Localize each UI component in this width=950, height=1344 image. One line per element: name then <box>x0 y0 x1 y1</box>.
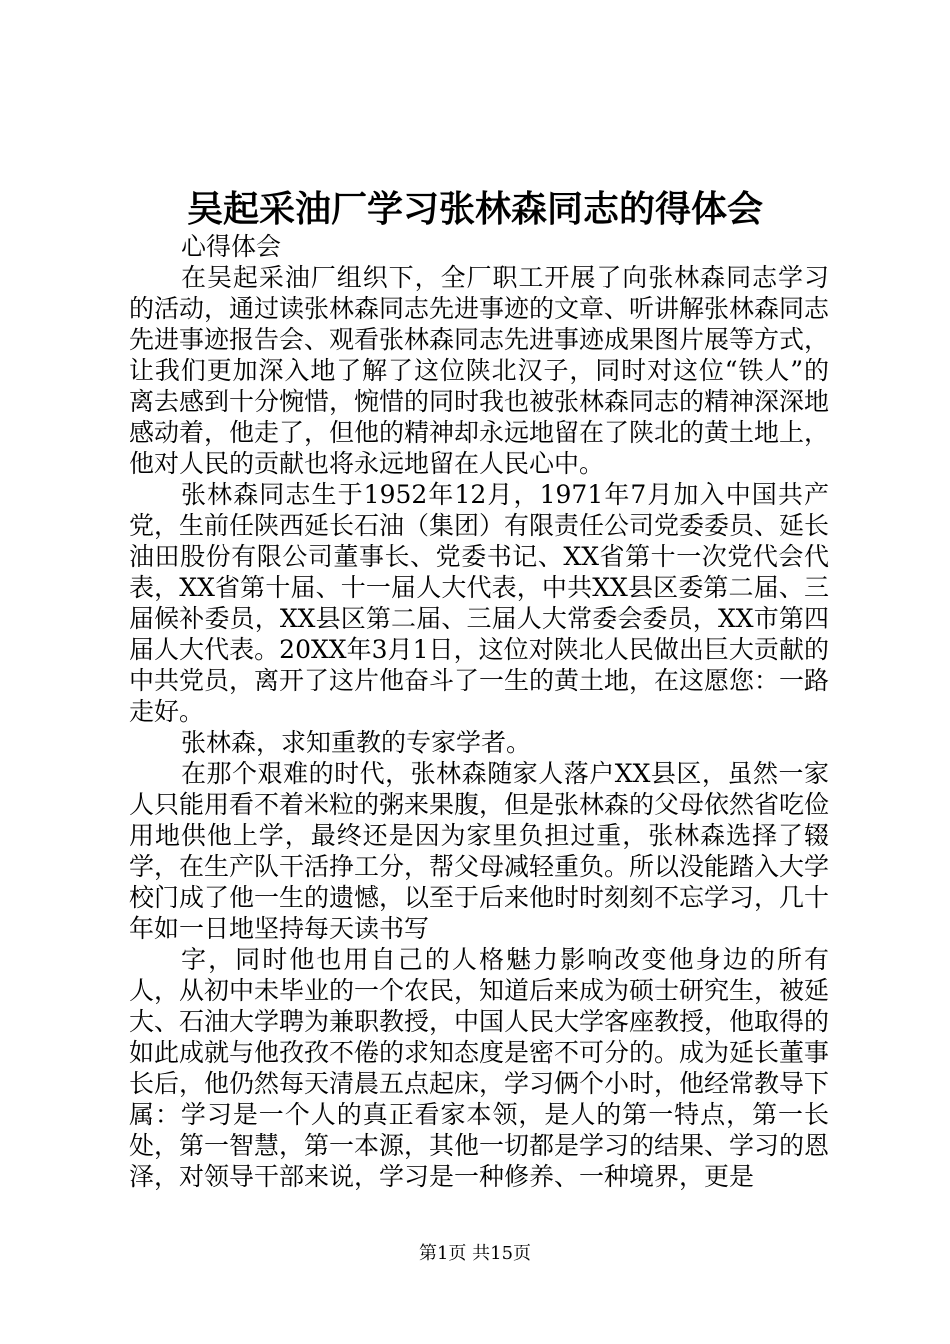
page-footer: 第1页 共15页 <box>418 1243 532 1264</box>
page-title: 吴起采油厂学习张林森同志的得体会 <box>186 188 763 230</box>
paragraph-heading: 心得体会 <box>181 232 282 261</box>
paragraph: 字，同时他也用自己的人格魅力影响改变他身边的所有人，从初中未毕业的一个农民，知道后来成为硕士研究生，被延大、石油大学聘为兼职教授，中国人民大学客座教授，他取得的如此成就与他孜孜不倦的求知态度是密不可分的。成为延长董事长后，他仍然每天清晨五点起床，学习俩个小时，他经常教导下属：学习是一个人的真正看家本领，是人的第一特点，第一长处，第一智慧，第一本源，其他一切都是学习的结果、学习的恩泽，对领导干部来说，学习是一种修养、一种境界，更是 <box>129 945 830 1191</box>
paragraph: 张林森，求知重教的专家学者。 <box>181 728 532 757</box>
paragraph: 在吴起采油厂组织下，全厂职工开展了向张林森同志学习的活动，通过读张林森同志先进事迹的文章、听讲解张林森同志先进事迹报告会、观看张林森同志先进事迹成果图片展等方式，让我们更加深入地了解了这位陕北汉子，同时对这位“铁人”的离去感到十分惋惜，惋惜的同时我也被张林森同志的精神深深地感动着，他走了，但他的精神却永远地留在了陕北的黄土地上，他对人民的贡献也将永远地留在人民心中。 <box>129 263 830 478</box>
paragraph: 张林森同志生于1952年12月，1971年7月加入中国共产党，生前任陕西延长石油（集团）有限责任公司党委委员、延长油田股份有限公司董事长、党委书记、XX省第十一次党代会代表，XX省第十届、十一届人大代表，中共XX县区委第二届、三届候补委员，XX县区第二届、三届人大常委会委员，XX市第四届人大代表。20XX年3月1日，这位对陕北人民做出巨大贡献的中共党员，离开了这片他奋斗了一生的黄土地，在这愿您：一路走好。 <box>129 480 830 726</box>
document-body <box>129 231 829 1192</box>
paragraph: 在那个艰难的时代，张林森随家人落户XX县区，虽然一家人只能用看不着米粒的粥来果腹，但是张林森的父母依然省吃俭用地供他上学，最终还是因为家里负担过重，张林森选择了辍学，在生产队干活挣工分，帮父母减轻重负。所以没能踏入大学校门成了他一生的遗憾，以至于后来他时时刻刻不忘学习，几十年如一日地坚持每天读书写 <box>129 759 830 943</box>
